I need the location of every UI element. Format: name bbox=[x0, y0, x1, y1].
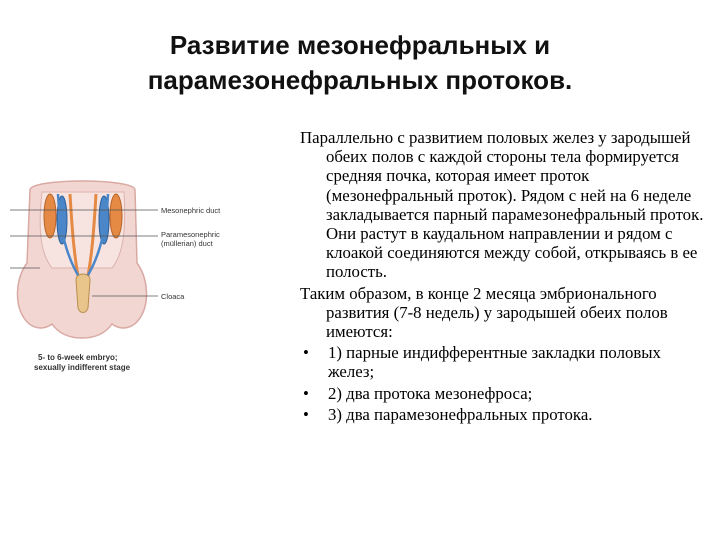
slide-title bbox=[60, 28, 660, 98]
title-line-1: Развитие мезонефральных и bbox=[169, 30, 551, 60]
cloaca bbox=[76, 274, 90, 313]
paragraph-1: Параллельно с развитием половых желез у зародышей обеих полов с каждой стороны тела формируется средняя почка, которая имеет проток (мезонефральный проток). Рядом с ней на 6 неделе закладывается парный парамезонефральный проток. Они растут в каудальном направлении и рядом с клоакой соединяются между собой, открываясь в ее полость. bbox=[300, 128, 704, 282]
left-gonad bbox=[44, 194, 56, 238]
bullet-item bbox=[300, 384, 705, 403]
label-cloaca: Cloaca bbox=[161, 292, 185, 301]
bullet-text: 2) два протока мезонефроса; bbox=[328, 383, 533, 403]
paragraph-2: Таким образом, в конце 2 месяца эмбрионального развития (7-8 недель) у зародышей обеих полов имеются: bbox=[300, 283, 668, 342]
bullet-marker: • bbox=[303, 343, 309, 363]
label-mesonephric-duct: Mesonephric duct bbox=[161, 206, 221, 215]
embryo-illustration bbox=[0, 168, 290, 378]
label-paramesonephric-line1: Paramesonephric bbox=[161, 230, 220, 239]
bullet-text: 1) парные индифферентные закладки половых желез; bbox=[328, 343, 661, 382]
bullet-list bbox=[300, 343, 705, 424]
bullet-text: 3) два парамезонефральных протока. bbox=[328, 404, 593, 424]
bullet-item bbox=[300, 405, 705, 424]
right-gonad bbox=[110, 194, 122, 238]
caption-line-1: 5- to 6-week embryo; bbox=[38, 353, 118, 362]
bullet-marker: • bbox=[303, 404, 309, 424]
bullet-marker: • bbox=[303, 383, 309, 403]
bullet-item bbox=[300, 343, 705, 381]
text-body bbox=[300, 128, 705, 426]
caption-line-2: sexually indifferent stage bbox=[34, 363, 131, 372]
label-paramesonephric-line2: (müllerian) duct bbox=[161, 239, 213, 248]
title-line-2: парамезонефральных протоков. bbox=[147, 65, 573, 95]
